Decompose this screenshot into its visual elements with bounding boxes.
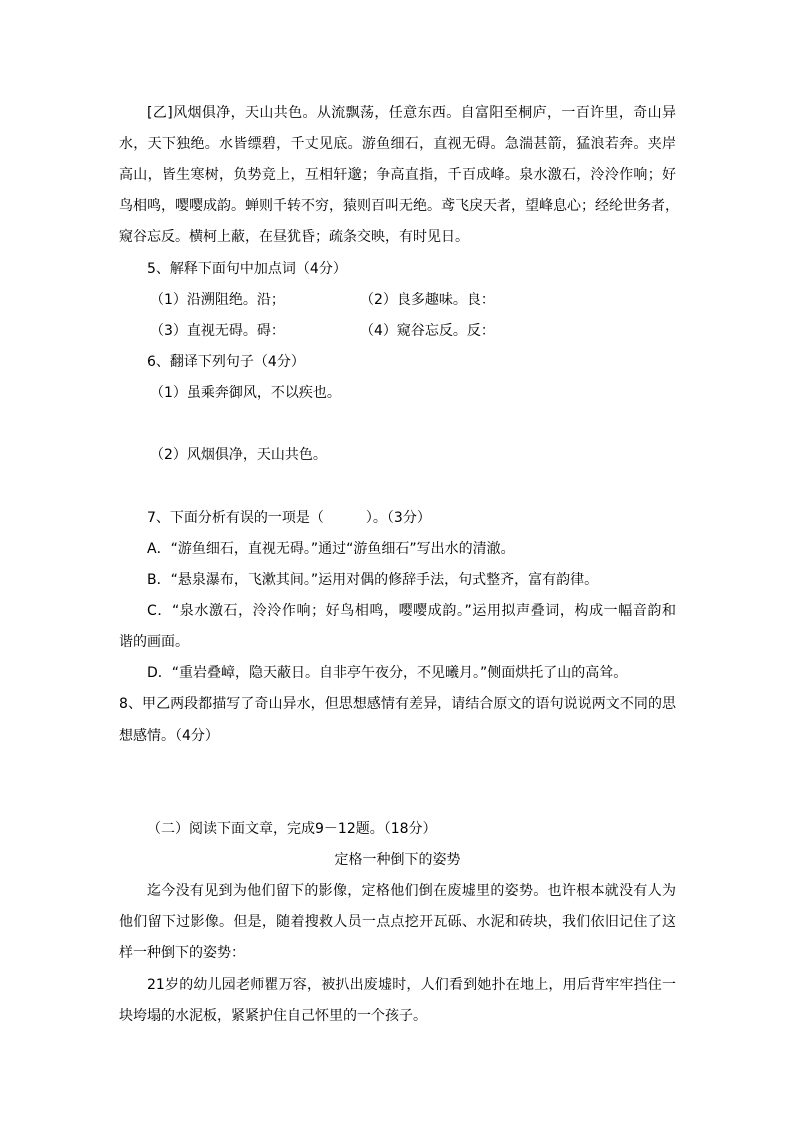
option-c-continued: 谐的画面。: [119, 634, 189, 650]
passage-line: 高山，皆生寒树，负势竞上，互相轩邈；争高直指，千百成峰。泉水激石，泠泠作响；好: [119, 167, 676, 183]
question-item: （2）风烟俱净，天山共色。: [150, 447, 327, 463]
passage-line: [乙]风烟俱净，天山共色。从流飘荡，任意东西。自富阳至桐庐，一百许里，奇山异: [147, 105, 676, 121]
question-item: （1）虽乘奔御风，不以疾也。: [150, 385, 341, 401]
option-b: B．“悬泉瀑布，飞漱其间。”运用对偶的修辞手法，句式整齐，富有韵律。: [147, 572, 599, 588]
passage-line: 鸟相鸣，嘤嘤成韵。蝉则千转不穷，猿则百叫无绝。鸢飞戾天者，望峰息心；经纶世务者，: [119, 198, 679, 214]
question-item-row: [150, 290, 550, 310]
article-line: 他们留下过影像。但是，随着搜救人员一点点挖开瓦砾、水泥和砖块，我们依旧记住了这: [119, 914, 676, 930]
question-title: 7、下面分析有误的一项是（ ）。（3分）: [147, 510, 431, 526]
option-a: A．“游鱼细石，直视无碍。”通过“游鱼细石”写出水的清澈。: [147, 541, 515, 557]
question-title-continued: 想感情。（4分）: [119, 728, 219, 744]
question-item-row: [150, 321, 550, 341]
article-line: 迄今没有见到为他们留下的影像，定格他们倒在废墟里的姿势。也许根本就没有人为: [147, 883, 676, 899]
question-title: 6、翻译下列句子（4分）: [147, 354, 305, 370]
passage-line: 水，天下独绝。水皆缥碧，千丈见底。游鱼细石，直视无碍。急湍甚箭，猛浪若奔。夹岸: [119, 136, 676, 152]
question-item: （3）直视无碍。碍：: [150, 323, 285, 339]
question-title: 8、甲乙两段都描写了奇山异水，但思想感情有差异，请结合原文的语句说说两文不同的思: [119, 696, 676, 712]
article-line: 21岁的幼儿园老师瞿万容，被扒出废墟时，人们看到她扑在地上，用后背牢牢挡住一: [147, 977, 676, 993]
question-item: （1）沿溯阻绝。沿；: [150, 292, 285, 308]
option-c: C．“泉水激石，泠泠作响；好鸟相鸣，嘤嘤成韵。”运用拟声叠词，构成一幅音韵和: [147, 603, 676, 619]
article-line: 块垮塌的水泥板，紧紧护住自己怀里的一个孩子。: [119, 1008, 427, 1024]
section-heading: （二）阅读下面文章，完成9－12题。（18分）: [147, 821, 437, 837]
article-line: 样一种倒下的姿势：: [119, 945, 245, 961]
option-d: D．“重岩叠嶂，隐天蔽日。自非亭午夜分，不见曦月。”侧面烘托了山的高耸。: [147, 665, 628, 681]
question-item: （2）良多趣味。良：: [360, 292, 495, 308]
article-title: 定格一种倒下的姿势: [334, 852, 461, 868]
question-title: 5、解释下面句中加点词（4分）: [147, 261, 347, 277]
question-item: （4）窥谷忘反。反：: [360, 323, 495, 339]
passage-line: 窥谷忘反。横柯上蔽，在昼犹昏；疏条交映，有时见日。: [119, 229, 469, 245]
